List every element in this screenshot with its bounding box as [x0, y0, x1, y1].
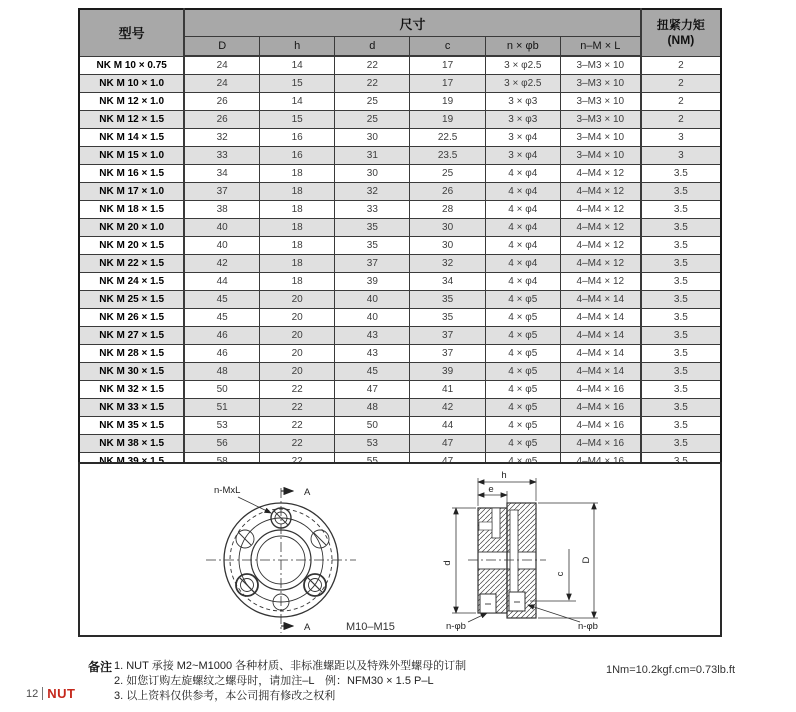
model-cell: NK M 32 × 1.5: [79, 381, 184, 399]
subheader-c: c: [410, 37, 485, 57]
value-cell: 15: [260, 111, 335, 129]
drawing-frame: [78, 462, 722, 637]
table-row: [79, 291, 721, 309]
value-cell: 4–M4 × 14: [560, 363, 640, 381]
model-cell: NK M 15 × 1.0: [79, 147, 184, 165]
value-cell: 3 × φ3: [485, 111, 560, 129]
model-cell: NK M 16 × 1.5: [79, 165, 184, 183]
value-cell: 35: [410, 309, 485, 327]
nut-technical-drawing: [80, 464, 720, 635]
value-cell: 3.5: [641, 255, 721, 273]
model-cell: NK M 18 × 1.5: [79, 201, 184, 219]
value-cell: 32: [184, 129, 259, 147]
table-row: [79, 327, 721, 345]
value-cell: 3.5: [641, 201, 721, 219]
value-cell: 47: [335, 381, 410, 399]
value-cell: 46: [184, 327, 259, 345]
value-cell: 31: [335, 147, 410, 165]
value-cell: 22: [260, 381, 335, 399]
section-label-top: A: [304, 487, 311, 498]
value-cell: 28: [410, 201, 485, 219]
page-number: 12: [26, 687, 39, 700]
value-cell: 2: [641, 111, 721, 129]
value-cell: 20: [260, 309, 335, 327]
model-cell: NK M 38 × 1.5: [79, 435, 184, 453]
value-cell: 4 × φ4: [485, 273, 560, 291]
value-cell: 56: [184, 435, 259, 453]
table-row: [79, 309, 721, 327]
value-cell: 4 × φ5: [485, 327, 560, 345]
value-cell: 35: [335, 219, 410, 237]
value-cell: 18: [260, 165, 335, 183]
table-row: [79, 75, 721, 93]
table-row: [79, 219, 721, 237]
value-cell: 19: [410, 111, 485, 129]
value-cell: 45: [184, 291, 259, 309]
value-cell: 18: [260, 273, 335, 291]
value-cell: 35: [410, 291, 485, 309]
value-cell: 18: [260, 201, 335, 219]
table-row: [79, 56, 721, 75]
table-row: [79, 273, 721, 291]
value-cell: 3.5: [641, 363, 721, 381]
bolt-spec-label: n-MxL: [214, 485, 241, 496]
value-cell: 14: [260, 93, 335, 111]
value-cell: 18: [260, 255, 335, 273]
table-row: [79, 255, 721, 273]
note-line-1: 1. NUT 承接 M2~M1000 各种材质、非标准螺距以及特殊外型螺母的订制: [114, 660, 467, 672]
table-row: [79, 165, 721, 183]
value-cell: 4 × φ5: [485, 363, 560, 381]
value-cell: 20: [260, 363, 335, 381]
value-cell: 37: [410, 327, 485, 345]
value-cell: 4–M4 × 16: [560, 417, 640, 435]
model-cell: NK M 20 × 1.0: [79, 219, 184, 237]
value-cell: 26: [184, 111, 259, 129]
table-row: [79, 381, 721, 399]
value-cell: 4–M4 × 12: [560, 219, 640, 237]
value-cell: 3: [641, 129, 721, 147]
value-cell: 3 × φ3: [485, 93, 560, 111]
value-cell: 3.5: [641, 165, 721, 183]
value-cell: 23.5: [410, 147, 485, 165]
table-row: [79, 111, 721, 129]
value-cell: 26: [184, 93, 259, 111]
model-cell: NK M 10 × 1.0: [79, 75, 184, 93]
value-cell: 4 × φ5: [485, 291, 560, 309]
brand-logo: NUT: [47, 686, 76, 701]
value-cell: 4–M4 × 14: [560, 327, 640, 345]
value-cell: 53: [335, 435, 410, 453]
value-cell: 3–M3 × 10: [560, 75, 640, 93]
subheader-h: h: [260, 37, 335, 57]
value-cell: 4–M4 × 12: [560, 273, 640, 291]
value-cell: 22: [335, 56, 410, 75]
value-cell: 34: [410, 273, 485, 291]
screw-hole-lower-right: [304, 574, 326, 596]
value-cell: 44: [184, 273, 259, 291]
value-cell: 3–M3 × 10: [560, 111, 640, 129]
value-cell: 4–M4 × 14: [560, 291, 640, 309]
model-cell: NK M 26 × 1.5: [79, 309, 184, 327]
value-cell: 4–M4 × 16: [560, 381, 640, 399]
value-cell: 40: [184, 219, 259, 237]
header-torque-line1: 扭紧力矩: [656, 17, 705, 32]
value-cell: 30: [410, 219, 485, 237]
value-cell: 3.5: [641, 417, 721, 435]
value-cell: 4–M4 × 12: [560, 237, 640, 255]
header-torque-line2: (NM): [667, 32, 695, 47]
hole-label-left: n-φb: [446, 621, 466, 632]
value-cell: 3–M3 × 10: [560, 56, 640, 75]
table-row: [79, 183, 721, 201]
value-cell: 37: [184, 183, 259, 201]
subheader-n-phib: n × φb: [485, 37, 560, 57]
value-cell: 3.5: [641, 327, 721, 345]
value-cell: 22: [335, 75, 410, 93]
torque-conversion-note: 1Nm=10.2kgf.cm=0.73lb.ft: [606, 664, 736, 676]
value-cell: 48: [184, 363, 259, 381]
value-cell: 4 × φ5: [485, 309, 560, 327]
model-cell: NK M 27 × 1.5: [79, 327, 184, 345]
value-cell: 47: [410, 435, 485, 453]
note-line-3: 3. 以上资料仅供参考，本公司拥有修改之权利: [114, 690, 336, 702]
value-cell: 4–M4 × 16: [560, 399, 640, 417]
value-cell: 37: [335, 255, 410, 273]
value-cell: 20: [260, 345, 335, 363]
value-cell: 4–M4 × 12: [560, 255, 640, 273]
dim-label-D: D: [581, 556, 592, 564]
spec-table-header: [79, 9, 721, 56]
value-cell: 3: [641, 147, 721, 165]
value-cell: 16: [260, 147, 335, 165]
value-cell: 4 × φ4: [485, 219, 560, 237]
notes-title: 备注: [88, 660, 113, 674]
section-label-bottom: A: [304, 622, 311, 633]
header-torque: [641, 9, 721, 56]
value-cell: 4–M4 × 12: [560, 165, 640, 183]
value-cell: 17: [410, 56, 485, 75]
value-cell: 22.5: [410, 129, 485, 147]
value-cell: 4 × φ5: [485, 345, 560, 363]
value-cell: 4 × φ5: [485, 399, 560, 417]
model-cell: NK M 12 × 1.5: [79, 111, 184, 129]
table-row: [79, 435, 721, 453]
value-cell: 48: [335, 399, 410, 417]
table-row: [79, 237, 721, 255]
value-cell: 39: [335, 273, 410, 291]
spec-table-body: [79, 56, 721, 471]
value-cell: 24: [184, 75, 259, 93]
model-cell: NK M 17 × 1.0: [79, 183, 184, 201]
value-cell: 50: [335, 417, 410, 435]
value-cell: 4 × φ4: [485, 183, 560, 201]
footer-divider: [42, 687, 43, 700]
value-cell: 4–M4 × 14: [560, 309, 640, 327]
value-cell: 40: [184, 237, 259, 255]
section-view: [452, 478, 598, 622]
value-cell: 15: [260, 75, 335, 93]
value-cell: 45: [184, 309, 259, 327]
value-cell: 42: [184, 255, 259, 273]
value-cell: 43: [335, 327, 410, 345]
model-cell: NK M 25 × 1.5: [79, 291, 184, 309]
value-cell: 50: [184, 381, 259, 399]
value-cell: 51: [184, 399, 259, 417]
value-cell: 41: [410, 381, 485, 399]
hole-label-right: n-φb: [578, 621, 598, 632]
notes-list: [114, 659, 466, 704]
value-cell: 18: [260, 219, 335, 237]
value-cell: 32: [335, 183, 410, 201]
value-cell: 3–M3 × 10: [560, 93, 640, 111]
model-cell: NK M 35 × 1.5: [79, 417, 184, 435]
table-row: [79, 129, 721, 147]
screw-hole-lower-left: [236, 574, 258, 596]
value-cell: 3 × φ2.5: [485, 75, 560, 93]
value-cell: 37: [410, 345, 485, 363]
value-cell: 38: [184, 201, 259, 219]
note-line-2: 2. 如您订购左旋螺纹之螺母时，请加注–L 例：NFM30 × 1.5 P–L: [114, 675, 434, 687]
table-row: [79, 147, 721, 165]
table-row: [79, 399, 721, 417]
page-footer: [26, 686, 75, 701]
header-model: 型号: [79, 9, 184, 56]
dim-label-c: c: [555, 571, 566, 577]
value-cell: 40: [335, 291, 410, 309]
value-cell: 46: [184, 345, 259, 363]
value-cell: 30: [335, 165, 410, 183]
model-cell: NK M 24 × 1.5: [79, 273, 184, 291]
value-cell: 4 × φ5: [485, 417, 560, 435]
model-cell: NK M 33 × 1.5: [79, 399, 184, 417]
value-cell: 3.5: [641, 273, 721, 291]
value-cell: 4–M4 × 12: [560, 183, 640, 201]
value-cell: 3.5: [641, 219, 721, 237]
value-cell: 3 × φ2.5: [485, 56, 560, 75]
value-cell: 4–M4 × 12: [560, 201, 640, 219]
value-cell: 25: [335, 93, 410, 111]
value-cell: 30: [410, 237, 485, 255]
value-cell: 39: [410, 363, 485, 381]
model-cell: NK M 10 × 0.75: [79, 56, 184, 75]
model-cell: NK M 28 × 1.5: [79, 345, 184, 363]
size-range-label: M10–M15: [346, 621, 395, 633]
subheader-n-MxL: n–M × L: [560, 37, 640, 57]
header-dimensions: 尺寸: [184, 9, 640, 37]
value-cell: 24: [184, 56, 259, 75]
value-cell: 2: [641, 56, 721, 75]
value-cell: 3 × φ4: [485, 129, 560, 147]
value-cell: 4–M4 × 16: [560, 435, 640, 453]
front-view: [206, 488, 356, 633]
dim-label-e: e: [488, 484, 494, 495]
value-cell: 14: [260, 56, 335, 75]
value-cell: 18: [260, 183, 335, 201]
model-cell: NK M 20 × 1.5: [79, 237, 184, 255]
dim-label-d: d: [442, 560, 453, 566]
table-row: [79, 201, 721, 219]
value-cell: 32: [410, 255, 485, 273]
value-cell: 3–M4 × 10: [560, 129, 640, 147]
value-cell: 53: [184, 417, 259, 435]
value-cell: 2: [641, 93, 721, 111]
value-cell: 4 × φ4: [485, 165, 560, 183]
subheader-d: d: [335, 37, 410, 57]
value-cell: 34: [184, 165, 259, 183]
hole-upper-left: [236, 530, 254, 548]
value-cell: 3.5: [641, 237, 721, 255]
value-cell: 20: [260, 291, 335, 309]
value-cell: 40: [335, 309, 410, 327]
value-cell: 33: [335, 201, 410, 219]
value-cell: 22: [260, 435, 335, 453]
spec-table: [78, 8, 722, 472]
value-cell: 4 × φ5: [485, 435, 560, 453]
table-row: [79, 417, 721, 435]
value-cell: 2: [641, 75, 721, 93]
value-cell: 3.5: [641, 183, 721, 201]
value-cell: 3.5: [641, 309, 721, 327]
value-cell: 18: [260, 237, 335, 255]
value-cell: 26: [410, 183, 485, 201]
value-cell: 16: [260, 129, 335, 147]
dim-label-h: h: [501, 470, 507, 481]
value-cell: 4 × φ5: [485, 381, 560, 399]
value-cell: 3–M4 × 10: [560, 147, 640, 165]
value-cell: 3.5: [641, 345, 721, 363]
model-cell: NK M 30 × 1.5: [79, 363, 184, 381]
value-cell: 3.5: [641, 399, 721, 417]
value-cell: 22: [260, 399, 335, 417]
value-cell: 3.5: [641, 291, 721, 309]
value-cell: 35: [335, 237, 410, 255]
value-cell: 30: [335, 129, 410, 147]
value-cell: 45: [335, 363, 410, 381]
value-cell: 4–M4 × 14: [560, 345, 640, 363]
value-cell: 42: [410, 399, 485, 417]
subheader-D: D: [184, 37, 259, 57]
value-cell: 25: [410, 165, 485, 183]
value-cell: 19: [410, 93, 485, 111]
value-cell: 43: [335, 345, 410, 363]
model-cell: NK M 14 × 1.5: [79, 129, 184, 147]
value-cell: 22: [260, 417, 335, 435]
phib-hole-left: [480, 594, 496, 613]
model-cell: NK M 22 × 1.5: [79, 255, 184, 273]
table-row: [79, 345, 721, 363]
value-cell: 3 × φ4: [485, 147, 560, 165]
value-cell: 4 × φ4: [485, 255, 560, 273]
model-cell: NK M 12 × 1.0: [79, 93, 184, 111]
phib-hole-right: [509, 592, 525, 611]
table-row: [79, 93, 721, 111]
value-cell: 3.5: [641, 381, 721, 399]
value-cell: 4 × φ4: [485, 201, 560, 219]
table-row: [79, 363, 721, 381]
value-cell: 17: [410, 75, 485, 93]
value-cell: 20: [260, 327, 335, 345]
value-cell: 4 × φ4: [485, 237, 560, 255]
value-cell: 33: [184, 147, 259, 165]
value-cell: 44: [410, 417, 485, 435]
value-cell: 3.5: [641, 435, 721, 453]
value-cell: 25: [335, 111, 410, 129]
